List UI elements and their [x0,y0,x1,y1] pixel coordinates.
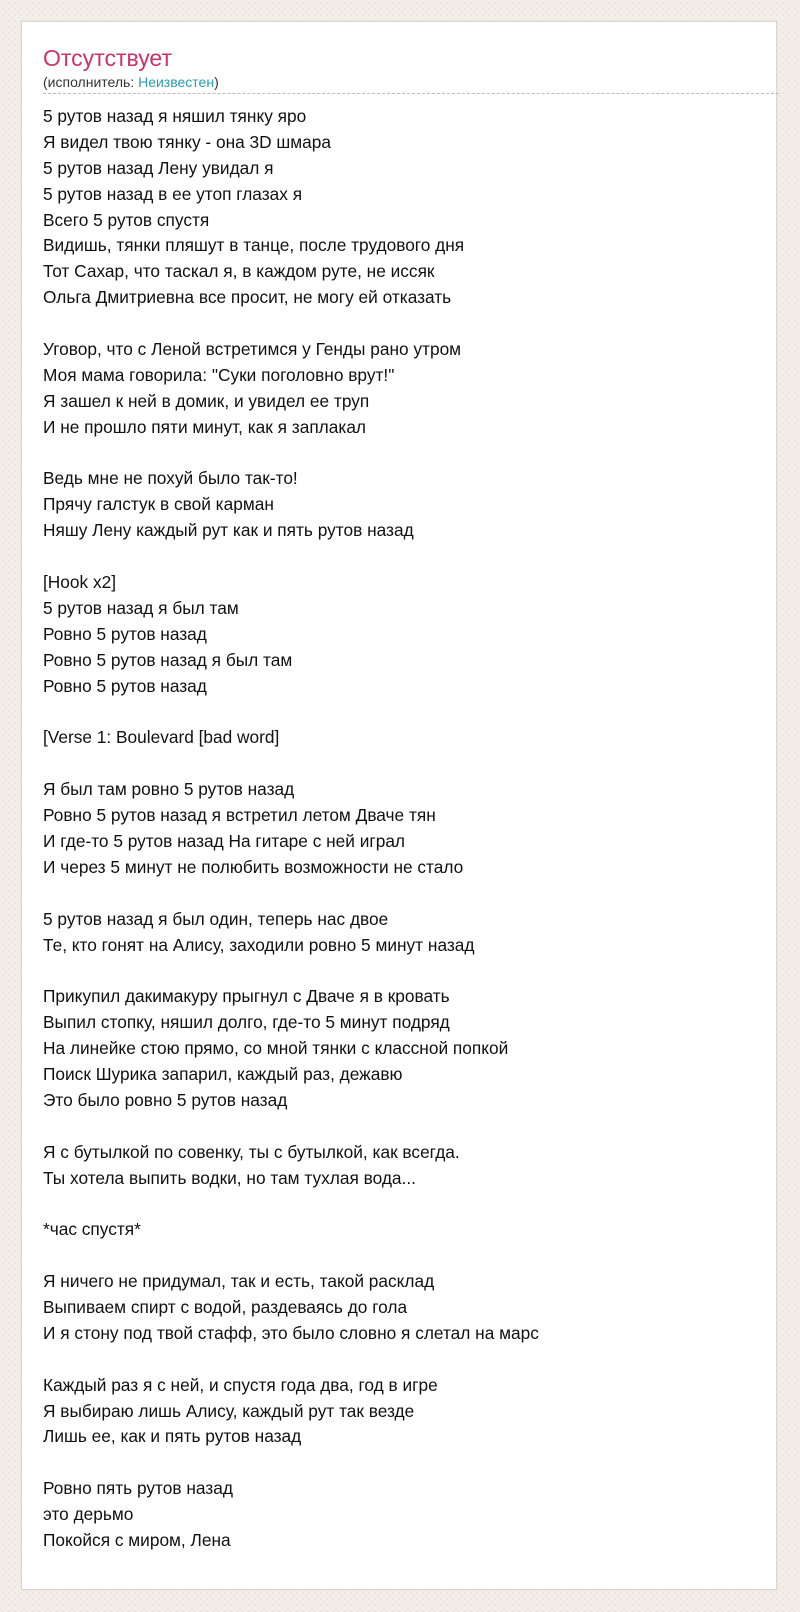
song-title: Отсутствует [43,45,172,71]
lyrics-line: [Hook x2] [43,572,116,593]
lyrics-line: Ровно 5 рутов назад [43,675,207,696]
lyrics-line: Выпил стопку, няшил долго, где-то 5 минут подряд [43,1012,450,1033]
lyrics-line: Прячу галстук в свой карман [43,494,274,515]
lyrics-line: [Verse 1: Boulevard [bad word] [43,727,280,748]
lyrics-line: Я выбираю лишь Алису, каждый рут так везде [43,1400,415,1421]
lyrics-line: Ровно 5 рутов назад [43,623,207,644]
lyrics-blank-line [43,1191,763,1217]
lyrics-line: Ровно 5 рутов назад я был там [43,649,293,670]
lyrics-line: Я зашел к ней в домик, и увидел ее труп [43,390,370,411]
lyrics-blank-line [43,881,763,907]
lyrics-line: Прикупил дакимакуру прыгнул с Дваче я в кровать [43,986,450,1007]
lyrics-line: И я стону под твой стафф, это было словно я слетал на марс [43,1322,539,1343]
lyrics-blank-line [43,544,763,570]
lyrics-line: На линейке стою прямо, со мной тянки с классной попкой [43,1038,509,1059]
lyrics-line: Каждый раз я с ней, и спустя года два, год в игре [43,1374,438,1395]
lyrics-line: Няшу Лену каждый рут как и пять рутов назад [43,520,414,541]
artist-suffix: ) [214,74,219,90]
lyrics-line: Ведь мне не похуй было так-то! [43,468,298,489]
lyrics-blank-line [43,1450,763,1476]
lyrics-line: Тот Сахар, что таскал я, в каждом руте, не иссяк [43,261,435,282]
lyrics-line: Ты хотела выпить водки, но там тухлая вода... [43,1167,416,1188]
lyrics-line: Всего 5 рутов спустя [43,209,210,230]
lyrics-line: Моя мама говорила: "Суки поголовно врут!" [43,364,395,385]
lyrics-line: Лишь ее, как и пять рутов назад [43,1426,302,1447]
lyrics-line: 5 рутов назад я был один, теперь нас двое [43,908,389,929]
lyrics-line: *час спустя* [43,1219,141,1240]
lyrics-line: Я был там ровно 5 рутов назад [43,779,295,800]
lyrics-line: это дерьмо [43,1504,134,1525]
lyrics-line: Ровно 5 рутов назад я встретил летом Дваче тян [43,805,436,826]
lyrics-line: И не прошло пяти минут, как я заплакал [43,416,367,437]
artist-prefix: (исполнитель: [43,74,139,90]
lyrics-line: Ровно пять рутов назад [43,1478,233,1499]
lyrics-blank-line [43,1114,763,1140]
lyrics-line: Видишь, тянки пляшут в танце, после трудового дня [43,235,465,256]
lyrics-line: Я с бутылкой по совенку, ты с бутылкой, как всегда. [43,1141,460,1162]
lyrics-blank-line [43,699,763,725]
lyrics-blank-line [43,1243,763,1269]
lyrics-line: Выпиваем спирт с водой, раздеваясь до гола [43,1296,408,1317]
lyrics-line: И через 5 минут не полюбить возможности не стало [43,856,464,877]
lyrics-card [21,21,777,1590]
lyrics-line: Я ничего не придумал, так и есть, такой расклад [43,1271,435,1292]
lyrics-line: Те, кто гонят на Алису, заходили ровно 5 минут назад [43,934,475,955]
lyrics-blank-line [43,441,763,467]
lyrics-line: 5 рутов назад я няшил тянку яро [43,106,307,126]
lyrics-blank-line [43,751,763,777]
lyrics-line: Покойся с миром, Лена [43,1529,231,1550]
lyrics-blank-line [43,311,763,337]
lyrics-line: И где-то 5 рутов назад На гитаре с ней играл [43,830,406,851]
lyrics-line: Уговор, что с Леной встретимся у Генды рано утром [43,339,462,360]
lyrics-line: Это было ровно 5 рутов назад [43,1089,288,1110]
lyrics-body [43,104,763,1554]
lyrics-line: Я видел твою тянку - она 3D шмара [43,131,332,152]
header-divider [43,93,779,94]
lyrics-line: Поиск Шурика запарил, каждый раз, дежавю [43,1063,403,1084]
artist-line [43,73,219,91]
lyrics-blank-line [43,1347,763,1373]
lyrics-line: 5 рутов назад в ее утоп глазах я [43,183,303,204]
lyrics-blank-line [43,958,763,984]
lyrics-line: 5 рутов назад Лену увидал я [43,157,274,178]
lyrics-line: 5 рутов назад я был там [43,597,239,618]
lyrics-line: Ольга Дмитриевна все просит, не могу ей отказать [43,287,452,308]
artist-link[interactable]: Неизвестен [138,74,215,90]
